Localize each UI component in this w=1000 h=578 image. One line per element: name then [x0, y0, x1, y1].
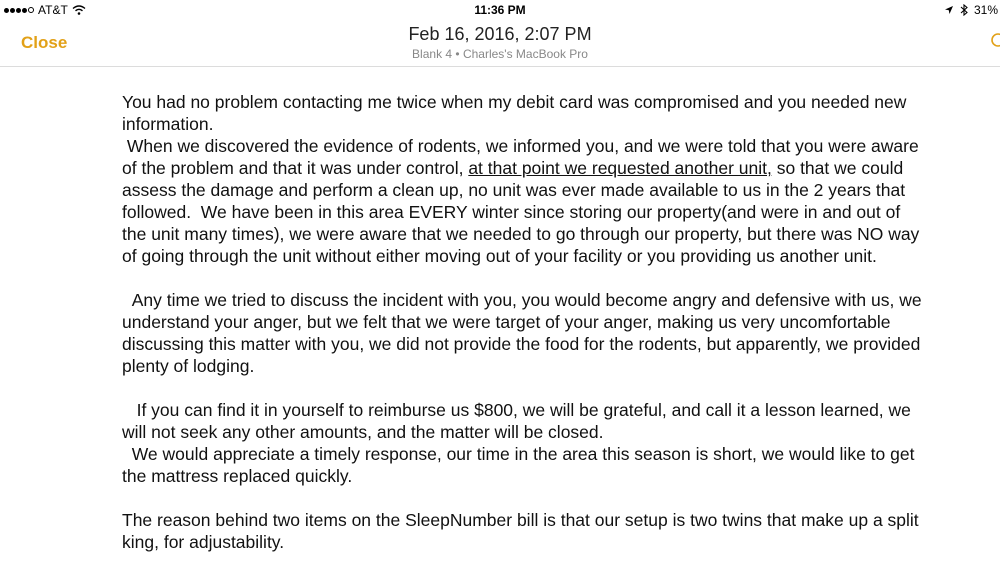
status-time: 11:36 PM [474, 3, 526, 17]
note-date-title: Feb 16, 2016, 2:07 PM [408, 24, 592, 44]
paragraph: The reason behind two items on the SleepNumber bill is that our setup is two twins that make up a split king, for adjustability. [122, 510, 924, 552]
status-right [944, 3, 998, 17]
paragraph-text: so that we could assess the damage and perform a clean up, no unit was ever made available to us in the 2 years that followed. We have been in this area EVERY winter since storing our property(and were in and out of the unit many times), we were aware that we needed to go through our property, but there was NO way of going through the unit without either moving out of your facility or you providing us another unit. [122, 158, 925, 266]
paragraph [122, 135, 925, 267]
note-subtitle: Blank 4 • Charles's MacBook Pro [412, 47, 588, 61]
nav-bar [0, 20, 1000, 67]
location-arrow-icon [944, 5, 954, 15]
document-body [122, 91, 927, 575]
carrier-label: AT&T [38, 3, 68, 17]
paragraph: Any time we tried to discuss the incident with you, you would become angry and defensive with us, we understand your anger, but we felt that we were target of your anger, making us very uncomfortable discussing this matter with you, we did not provide the food for the rodents, but apparently, we provided plenty of lodging. [122, 290, 927, 376]
share-icon[interactable] [990, 32, 1000, 48]
paragraph: If you can find it in yourself to reimburse us $800, we will be grateful, and call it a lesson learned, we will not seek any other amounts, and the matter will be closed. [122, 400, 916, 442]
status-bar [0, 0, 1000, 20]
close-button[interactable]: Close [21, 33, 68, 52]
battery-label: 31% [973, 3, 998, 17]
paragraph-text: When we discovered the evidence of rodents, we informed you, and we were told that you were aware of the problem and that it was under control, [122, 136, 924, 178]
underlined-text: at that point we requested another unit, [468, 158, 772, 178]
paragraph: You had no problem contacting me twice when my debit card was compromised and you needed new information. [122, 92, 912, 134]
bluetooth-icon [960, 4, 968, 16]
paragraph: We would appreciate a timely response, our time in the area this season is short, we would like to get the mattress replaced quickly. [122, 444, 920, 486]
